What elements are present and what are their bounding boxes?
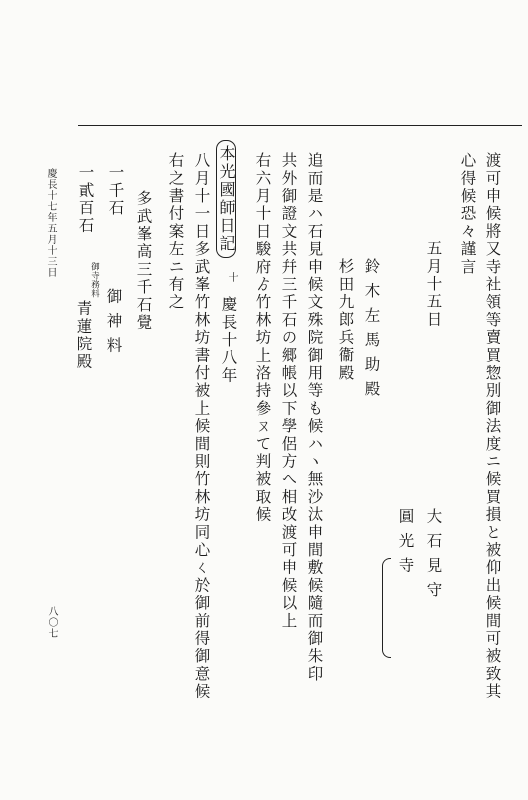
text-column: 右之書付案左ニ有之: [166, 152, 185, 312]
registry-amount: 一貳百石: [76, 164, 95, 235]
signer-name: 大石見守: [424, 508, 443, 606]
source-title: 本光國師日記: [216, 140, 236, 258]
closing-date: 慶長十七年五月十三日: [45, 168, 56, 278]
source-citation: [216, 140, 236, 258]
recipient-name: 鈴木左馬助殿: [362, 258, 381, 405]
source-volume: 十: [226, 272, 237, 283]
registry-label: 青蓮院殿: [74, 300, 93, 371]
text-column: 右六月十日駿府ゟ竹林坊上洛持參ㄡて判被取候: [253, 152, 272, 524]
header-rule: [78, 125, 522, 126]
text-column: 共外御證文共幷三千石の郷帳以下學侶方へ相改渡可申候以上: [279, 152, 298, 630]
text-column: 八月十一日多武峯竹林坊書付被上候間則竹林坊同心ㄑ於御前得御意候: [192, 152, 211, 701]
text-column: 追而是ハ石見申候文殊院御用等も候ハヽ無沙汰申間敷候隨而御朱印: [305, 152, 324, 683]
source-era: 慶長十八年: [219, 296, 238, 385]
text-column: 心得候恐々謹言: [458, 152, 477, 276]
page-number: 八〇七: [46, 606, 57, 639]
signer-name: 圓光寺: [396, 508, 415, 582]
registry-amount: 一千石: [106, 164, 125, 218]
text-column: 渡可申候將又寺社領等賣買惣別御法度ニ候買損と被仰出候間可被致其: [483, 152, 502, 701]
date-text: 五月十五日: [424, 240, 443, 329]
signer-brace: [382, 558, 391, 658]
registry-note: 御寺務料: [89, 262, 100, 298]
registry-label: 御神料: [104, 288, 123, 362]
registry-heading: 多武峯高三千石覺: [134, 190, 153, 332]
recipient-name: 杉田九郎兵衞殿: [336, 258, 355, 382]
